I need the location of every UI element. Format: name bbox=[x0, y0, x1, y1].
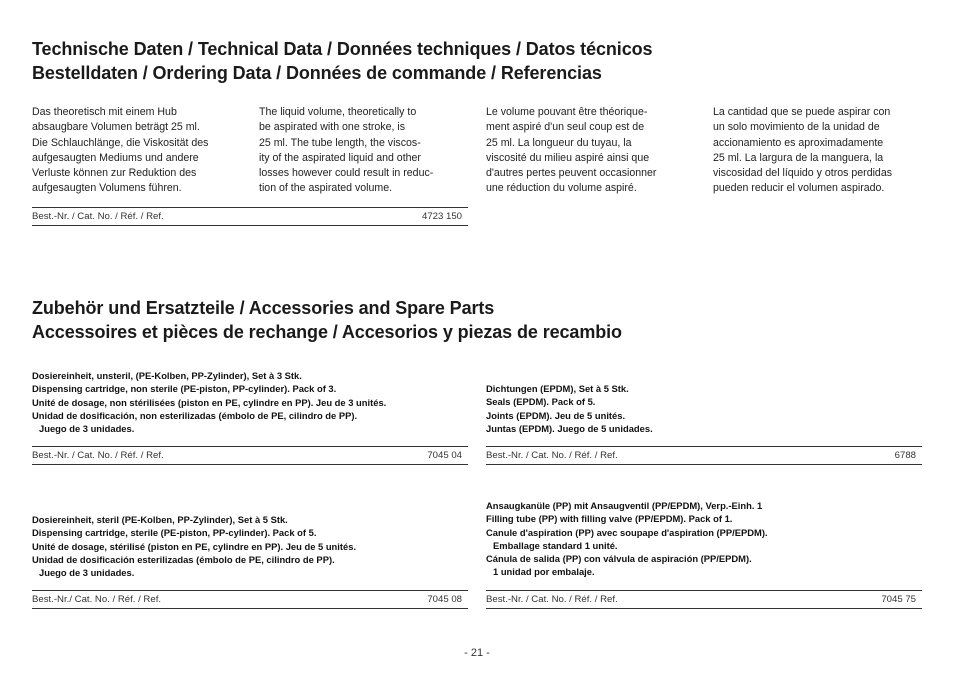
ref-row-item2 bbox=[486, 446, 922, 465]
ref-number: 4723 150 bbox=[421, 211, 462, 222]
item-line: Ansaugkanüle (PP) mit Ansaugventil (PP/EPDM), Verp.-Einh. 1 bbox=[486, 500, 763, 511]
text-line: La cantidad que se puede aspirar con bbox=[713, 106, 891, 118]
ref-label: Best.-Nr. / Cat. No. / Réf. / Ref. bbox=[32, 450, 164, 461]
text-line: accionamiento es aproximadamente bbox=[713, 136, 884, 149]
item-cartridge-nonsterile bbox=[32, 369, 386, 435]
item-line: Juego de 3 unidades. bbox=[39, 423, 135, 435]
ref-row-main bbox=[32, 207, 468, 226]
tech-text-en bbox=[259, 105, 433, 197]
text-line: aufgesaugten Mediums und andere bbox=[32, 151, 199, 164]
ref-number: 7045 08 bbox=[427, 594, 462, 605]
text-line: 25 ml. La largura de la manguera, la bbox=[713, 151, 884, 164]
item-filling-tube bbox=[486, 499, 768, 579]
item-line: Unidad de dosificación esterilizadas (émbolo de PE, cilindro de PP). bbox=[32, 553, 335, 565]
section-technical-title-line1: Technische Daten / Technical Data / Données techniques / Datos técnicos bbox=[32, 39, 653, 59]
item-line: Filling tube (PP) with filling valve (PP/EPDM). Pack of 1. bbox=[486, 513, 733, 525]
text-line: absaugbare Volumen beträgt 25 ml. bbox=[32, 121, 200, 134]
item-line: Joints (EPDM). Jeu de 5 unités. bbox=[486, 409, 626, 421]
item-line: Dosiereinheit, steril (PE-Kolben, PP-Zylinder), Set à 5 Stk. bbox=[32, 514, 288, 525]
ref-row-item4 bbox=[486, 590, 922, 609]
text-line: viscosidad del líquido y otros perdidas bbox=[713, 167, 893, 180]
text-line: ment aspiré d'un seul coup est de bbox=[486, 121, 645, 134]
text-line: be aspirated with one stroke, is bbox=[259, 121, 406, 134]
item-line: Dispensing cartridge, sterile (PE-piston, PP-cylinder). Pack of 5. bbox=[32, 527, 317, 539]
item-line: Unité de dosage, non stérilisées (piston en PE, cylindre en PP). Jeu de 3 unités. bbox=[32, 396, 387, 408]
ref-number: 7045 75 bbox=[881, 594, 916, 605]
page-number: - 21 - bbox=[464, 647, 490, 659]
text-line: 25 ml. The tube length, the viscos- bbox=[259, 136, 421, 149]
section-accessories-title-line1: Zubehör und Ersatzteile / Accessories and Spare Parts bbox=[32, 298, 495, 318]
ref-number: 6788 bbox=[894, 450, 916, 461]
item-line: 1 unidad por embalaje. bbox=[493, 566, 595, 578]
item-line: Cánula de salida (PP) con válvula de aspiración (PP/EPDM). bbox=[486, 553, 752, 565]
text-line: tion of the aspirated volume. bbox=[259, 182, 393, 195]
item-line: Canule d'aspiration (PP) avec soupape d'aspiration (PP/EPDM). bbox=[486, 526, 768, 538]
item-seals bbox=[486, 382, 653, 435]
text-line: 25 ml. La longueur du tuyau, la bbox=[486, 136, 632, 149]
text-line: pueden reducir el volumen aspirado. bbox=[713, 182, 885, 195]
item-line: Dispensing cartridge, non sterile (PE-piston, PP-cylinder). Pack of 3. bbox=[32, 383, 337, 395]
section-accessories-title bbox=[32, 296, 622, 344]
text-line: aufgesaugten Volumens führen. bbox=[32, 182, 182, 195]
text-line: ity of the aspirated liquid and other bbox=[259, 151, 421, 164]
text-line: viscosité du milieu aspiré ainsi que bbox=[486, 151, 650, 164]
text-line: Die Schlauchlänge, die Viskosität des bbox=[32, 136, 209, 149]
tech-text-es bbox=[713, 105, 892, 197]
item-line: Juntas (EPDM). Juego de 5 unidades. bbox=[486, 422, 653, 434]
text-line: d'autres pertes peuvent occasionner bbox=[486, 167, 657, 180]
item-line: Juego de 3 unidades. bbox=[39, 567, 135, 579]
item-line: Dichtungen (EPDM), Set à 5 Stk. bbox=[486, 383, 629, 394]
ref-label: Best.-Nr. / Cat. No. / Réf. / Ref. bbox=[32, 211, 164, 222]
text-line: Verluste können zur Reduktion des bbox=[32, 167, 197, 180]
item-cartridge-sterile bbox=[32, 513, 356, 579]
ref-row-item1 bbox=[32, 446, 468, 465]
section-accessories-title-line2: Accessoires et pièces de rechange / Accesorios y piezas de recambio bbox=[32, 322, 622, 342]
item-line: Emballage standard 1 unité. bbox=[493, 539, 618, 551]
section-technical-title bbox=[32, 37, 652, 85]
item-line: Seals (EPDM). Pack of 5. bbox=[486, 396, 596, 408]
ref-number: 7045 04 bbox=[427, 450, 462, 461]
text-line: Le volume pouvant être théorique- bbox=[486, 106, 648, 118]
ref-label: Best.-Nr. / Cat. No. / Réf. / Ref. bbox=[486, 594, 618, 605]
text-line: The liquid volume, theoretically to bbox=[259, 106, 417, 118]
item-line: Dosiereinheit, unsteril, (PE-Kolben, PP-Zylinder), Set à 3 Stk. bbox=[32, 370, 302, 381]
tech-text-fr bbox=[486, 105, 656, 197]
text-line: un solo movimiento de la unidad de bbox=[713, 121, 880, 134]
section-technical-title-line2: Bestelldaten / Ordering Data / Données de commande / Referencias bbox=[32, 63, 602, 83]
ref-row-item3 bbox=[32, 590, 468, 609]
item-line: Unité de dosage, stérilisé (piston en PE, cylindre en PP). Jeu de 5 unités. bbox=[32, 540, 357, 552]
text-line: une réduction du volume aspiré. bbox=[486, 182, 637, 195]
ref-label: Best.-Nr. / Cat. No. / Réf. / Ref. bbox=[486, 450, 618, 461]
text-line: losses however could result in reduc- bbox=[259, 167, 434, 180]
item-line: Unidad de dosificación, non esterilizadas (émbolo de PE, cilindro de PP). bbox=[32, 409, 358, 421]
ref-label: Best.-Nr./ Cat. No. / Réf. / Ref. bbox=[32, 594, 162, 605]
tech-text-de bbox=[32, 105, 208, 197]
text-line: Das theoretisch mit einem Hub bbox=[32, 106, 177, 118]
